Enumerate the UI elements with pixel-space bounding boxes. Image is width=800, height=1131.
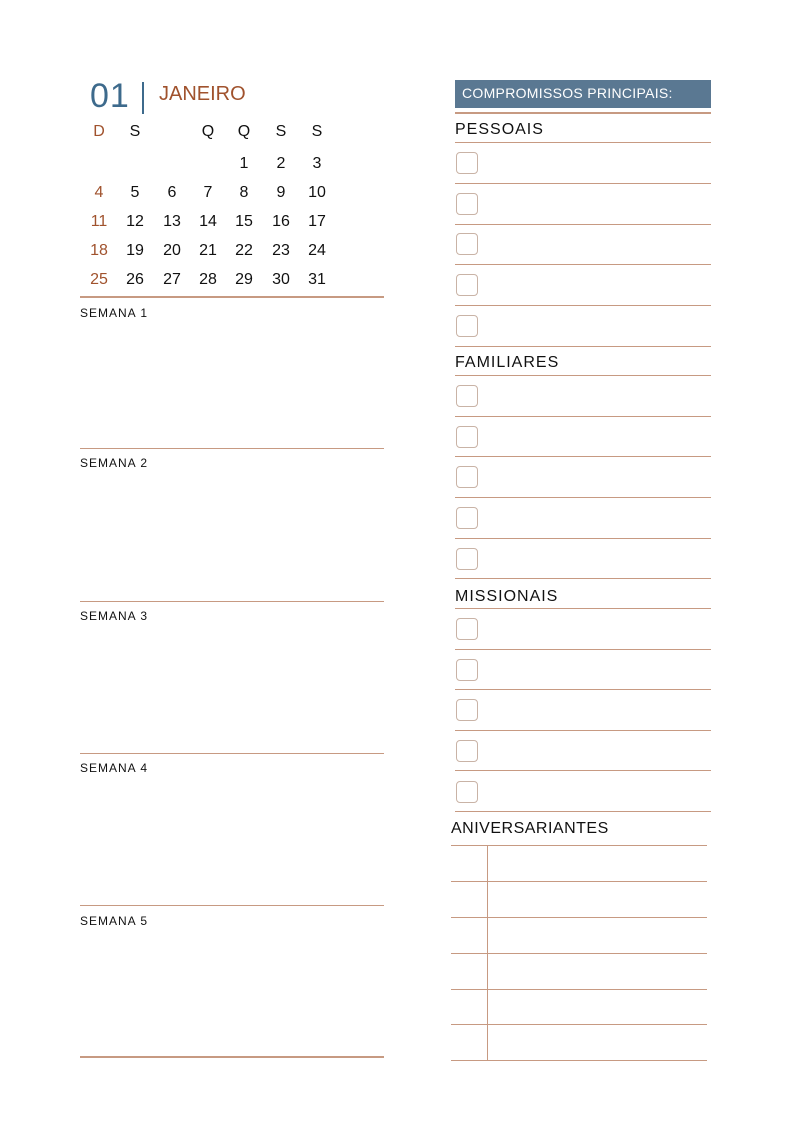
commitment-checkbox[interactable] <box>456 740 478 762</box>
calendar-divider <box>80 296 384 298</box>
commitment-line[interactable] <box>455 264 711 265</box>
birthdays-header-rule <box>451 845 707 846</box>
calendar-day: 4 <box>94 184 104 201</box>
calendar-day: 20 <box>163 242 181 259</box>
week-label-4: SEMANA 4 <box>80 761 149 775</box>
birthday-row-line[interactable] <box>451 881 707 882</box>
calendar-day: 16 <box>272 213 290 230</box>
section-divider <box>455 608 711 609</box>
calendar-day: 8 <box>239 184 249 201</box>
calendar-day: 9 <box>276 184 286 201</box>
commitment-line[interactable] <box>455 811 711 812</box>
commitment-line[interactable] <box>455 770 711 771</box>
weekday-header: S <box>275 123 287 140</box>
commitment-line[interactable] <box>455 224 711 225</box>
calendar-day: 29 <box>235 271 253 288</box>
calendar-day: 30 <box>272 271 290 288</box>
commitment-line[interactable] <box>455 538 711 539</box>
section-title: PESSOAIS <box>455 121 544 138</box>
commitments-banner <box>455 80 711 108</box>
calendar-day: 22 <box>235 242 253 259</box>
calendar-day: 11 <box>90 213 108 230</box>
week-label-1: SEMANA 1 <box>80 306 149 320</box>
birthday-row-line[interactable] <box>451 917 707 918</box>
commitment-line[interactable] <box>455 183 711 184</box>
calendar-day: 2 <box>276 155 286 172</box>
calendar-day: 15 <box>235 213 253 230</box>
commitment-line[interactable] <box>455 497 711 498</box>
commitment-checkbox[interactable] <box>456 315 478 337</box>
calendar-day: 27 <box>163 271 181 288</box>
week-label-3: SEMANA 3 <box>80 609 149 623</box>
calendar-day: 24 <box>308 242 326 259</box>
commitment-checkbox[interactable] <box>456 659 478 681</box>
commitment-checkbox[interactable] <box>456 193 478 215</box>
commitments-title: COMPROMISSOS PRINCIPAIS: <box>462 85 673 101</box>
calendar-day: 28 <box>199 271 217 288</box>
calendar-day: 7 <box>203 184 213 201</box>
weekday-header: Q <box>237 123 251 140</box>
calendar-day: 26 <box>126 271 144 288</box>
calendar-day: 19 <box>126 242 144 259</box>
week-divider <box>80 1056 384 1058</box>
month-number: 01 <box>90 77 130 115</box>
calendar-day: 3 <box>312 155 322 172</box>
week-divider <box>80 905 384 906</box>
calendar-day: 23 <box>272 242 290 259</box>
calendar-day: 14 <box>199 213 217 230</box>
commitment-checkbox[interactable] <box>456 233 478 255</box>
commitment-checkbox[interactable] <box>456 618 478 640</box>
week-label-5: SEMANA 5 <box>80 914 149 928</box>
calendar-day: 13 <box>163 213 181 230</box>
week-divider <box>80 601 384 602</box>
birthdays-column-divider <box>487 845 488 1060</box>
section-title: MISSIONAIS <box>455 588 559 605</box>
birthday-row-line[interactable] <box>451 1024 707 1025</box>
calendar-day: 31 <box>308 271 326 288</box>
birthday-row-line[interactable] <box>451 953 707 954</box>
week-divider <box>80 448 384 449</box>
weekday-header: S <box>311 123 323 140</box>
section-title: FAMILIARES <box>455 354 560 371</box>
weekday-header: S <box>129 123 141 140</box>
calendar-day: 25 <box>90 271 108 288</box>
commitment-line[interactable] <box>455 730 711 731</box>
commitment-checkbox[interactable] <box>456 152 478 174</box>
section-divider <box>455 375 711 376</box>
week-label-2: SEMANA 2 <box>80 456 149 470</box>
banner-divider <box>455 112 711 114</box>
weekday-header: Q <box>201 123 215 140</box>
commitment-checkbox[interactable] <box>456 507 478 529</box>
commitment-line[interactable] <box>455 416 711 417</box>
week-divider <box>80 753 384 754</box>
weekday-header: D <box>93 123 105 140</box>
month-divider <box>142 82 144 114</box>
month-name: JANEIRO <box>159 83 246 105</box>
calendar-day: 1 <box>239 155 249 172</box>
commitment-checkbox[interactable] <box>456 426 478 448</box>
calendar-day: 17 <box>308 213 326 230</box>
calendar-day: 6 <box>167 184 177 201</box>
calendar-day: 21 <box>199 242 217 259</box>
commitment-checkbox[interactable] <box>456 699 478 721</box>
commitment-line[interactable] <box>455 689 711 690</box>
birthday-row-line[interactable] <box>451 989 707 990</box>
calendar-day: 12 <box>126 213 144 230</box>
calendar-day: 10 <box>308 184 326 201</box>
calendar-day: 5 <box>130 184 140 201</box>
commitment-checkbox[interactable] <box>456 466 478 488</box>
commitment-checkbox[interactable] <box>456 548 478 570</box>
commitment-line[interactable] <box>455 305 711 306</box>
birthday-row-line[interactable] <box>451 1060 707 1061</box>
commitment-checkbox[interactable] <box>456 385 478 407</box>
commitment-checkbox[interactable] <box>456 274 478 296</box>
birthdays-title: ANIVERSARIANTES <box>451 820 609 837</box>
section-divider <box>455 142 711 143</box>
commitment-line[interactable] <box>455 456 711 457</box>
commitment-checkbox[interactable] <box>456 781 478 803</box>
commitment-line[interactable] <box>455 346 711 347</box>
commitment-line[interactable] <box>455 578 711 579</box>
calendar-day: 18 <box>90 242 108 259</box>
commitment-line[interactable] <box>455 649 711 650</box>
